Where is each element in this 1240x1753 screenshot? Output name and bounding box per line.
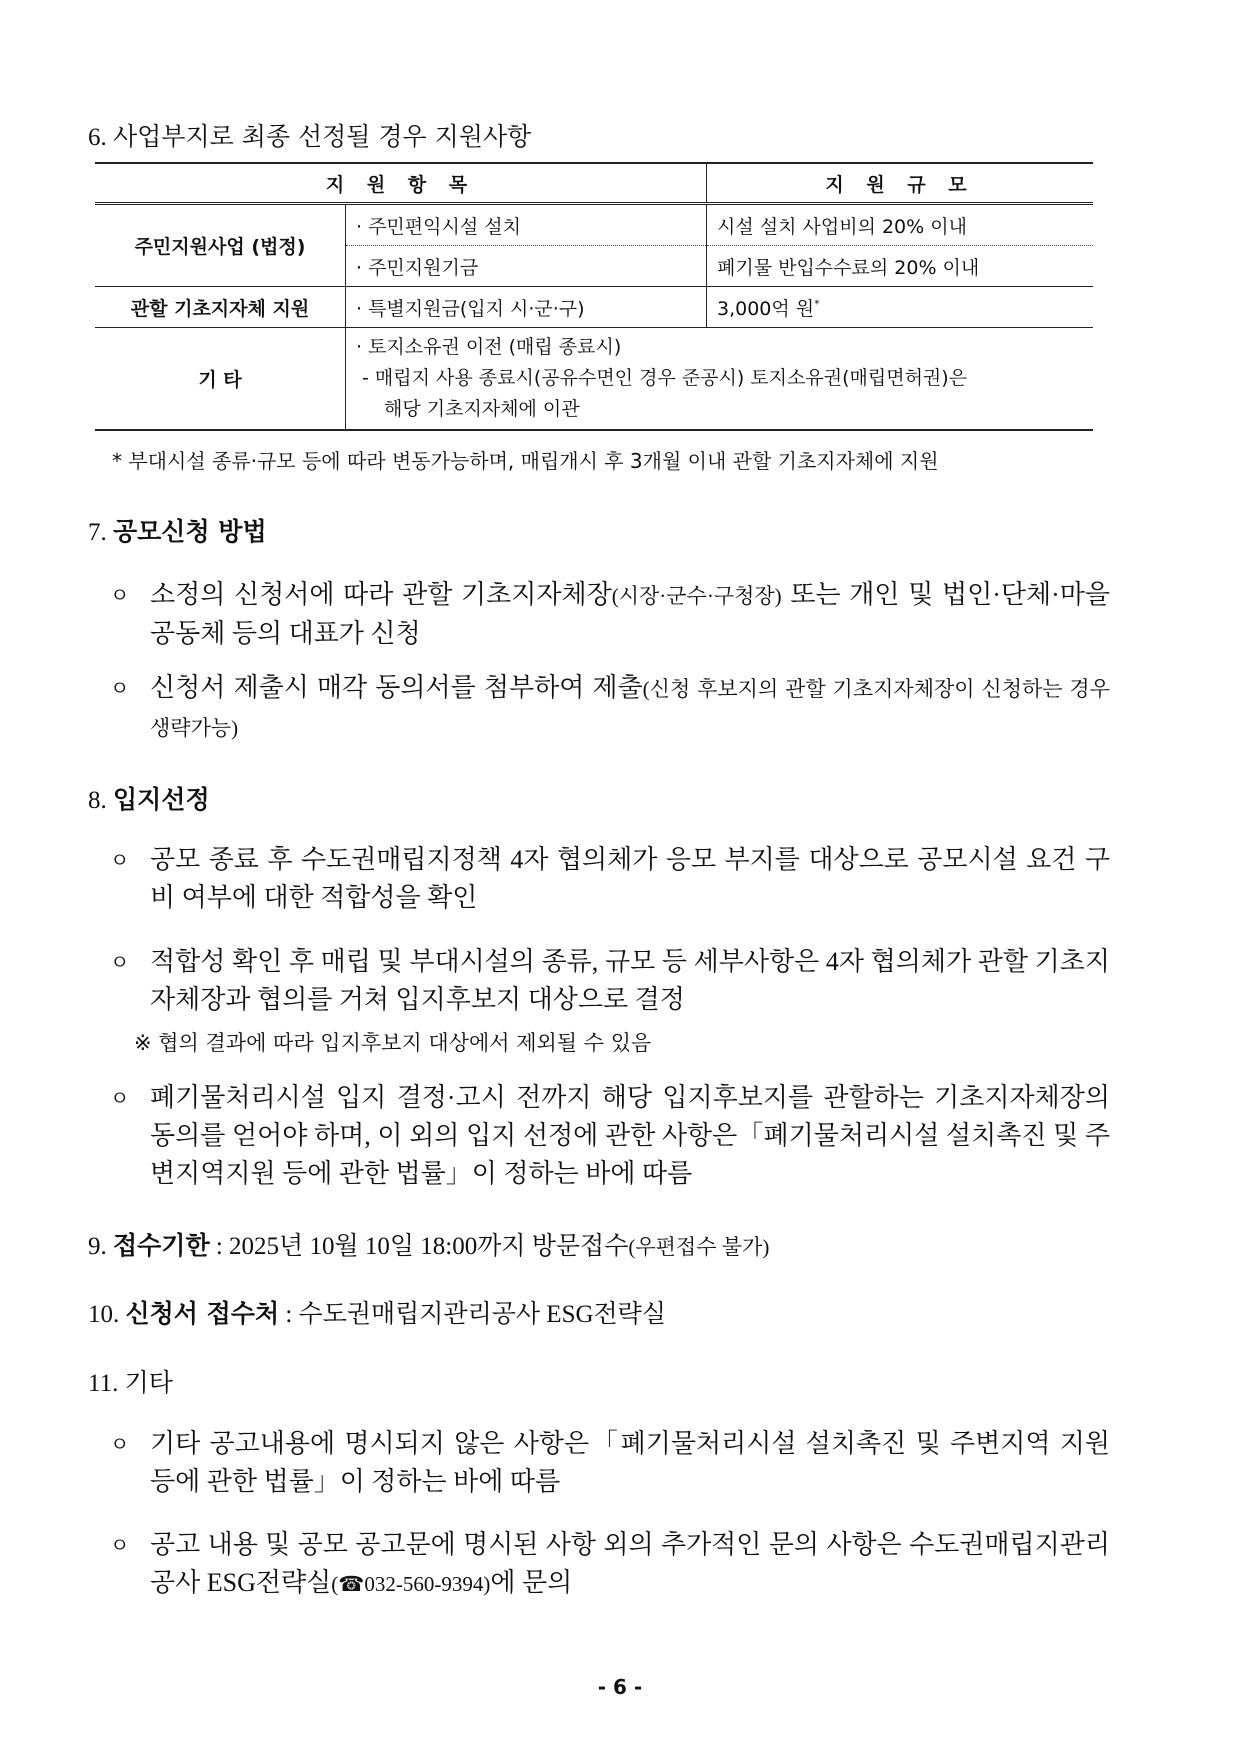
cell-etc-detail: [346, 328, 1094, 431]
cell-item: · 특별지원금(입지 시·군·구): [346, 287, 707, 328]
list-item: [110, 943, 1110, 1019]
bullet-icon: ㅇ: [110, 1086, 130, 1110]
row-label-resident: 주민지원사업 (법정): [95, 204, 346, 287]
item-text: 공모 종료 후 수도권매립지정책 4자 협의체가 응모 부지를 대상으로 공모시설 요건 구비 여부에 대한 적합성을 확인: [150, 845, 1110, 912]
table-row: [95, 287, 1093, 328]
section-10-heading: [88, 1294, 666, 1330]
item-text: 또는 개인 및 법인·단체·마을공동체 등의 대표가 신청: [150, 580, 1110, 648]
bullet-icon: ㅇ: [110, 848, 130, 872]
section-8-heading: [88, 780, 210, 816]
section-small-text: (우편접수 불가): [628, 1235, 770, 1259]
etc-line-2: - 매립지 사용 종료시(공유수면인 경우 준공시) 토지소유권(매립면허권)은: [356, 367, 968, 389]
item-text: 신청서 제출시 매각 동의서를 첨부하여 제출: [150, 673, 643, 702]
item-text: 폐기물처리시설 입지 결정·고시 전까지 해당 입지후보지를 관할하는 기초지자체장의 동의를 얻어야 하며, 이 외의 입지 선정에 관한 사항은「폐기물처리시설 설치촉진 및 주변지역지원 등에 관한 법률」이 정하는 바에 따름: [150, 1083, 1110, 1188]
section-number: 11.: [88, 1370, 119, 1397]
section-text: : 2025년 10월 10일 18:00까지 방문접수: [209, 1233, 629, 1260]
list-item: [110, 841, 1110, 917]
page-number: - 6 -: [597, 1675, 643, 1699]
cell-scale: 폐기물 반입수수료의 20% 이내: [717, 256, 980, 279]
section-7-heading: [88, 512, 267, 548]
section-9-heading: [88, 1226, 769, 1262]
table-header-row: [95, 163, 1093, 204]
etc-line-1: · 토지소유권 이전 (매립 종료시): [356, 336, 622, 358]
section-number: 6.: [88, 124, 107, 151]
section-title: 입지선정: [113, 785, 210, 814]
bullet-icon: ㅇ: [110, 676, 130, 700]
item-text: 기타 공고내용에 명시되지 않은 사항은「폐기물처리시설 설치촉진 및 주변지역 지원 등에 관한 법률」이 정하는 바에 따름: [150, 1429, 1110, 1496]
section-number: 8.: [88, 787, 107, 814]
table-row: [95, 204, 1093, 246]
footnote-mark: *: [814, 297, 820, 311]
item-text: 에 문의: [490, 1568, 573, 1597]
item-small-text: (시장·군수·구청장): [611, 584, 782, 608]
item-text: 적합성 확인 후 매립 및 부대시설의 종류, 규모 등 세부사항은 4자 협의체가 관할 기초지자체장과 협의를 거쳐 입지후보지 대상으로 결정: [150, 947, 1110, 1014]
scale-value: 3,000억 원: [717, 297, 815, 320]
header-support-scale: 지 원 규 모: [825, 173, 975, 196]
list-item: [110, 669, 1110, 747]
header-support-item: 지 원 항 목: [95, 163, 707, 204]
etc-line-3: 해당 기초지자체에 이관: [384, 398, 580, 420]
remark-note: ※ 협의 결과에 따라 입지후보지 대상에서 제외될 수 있음: [134, 1031, 652, 1055]
section-title: 신청서 접수처: [125, 1299, 280, 1328]
section-title: 사업부지로 최종 선정될 경우 지원사항: [113, 122, 532, 151]
row-label-etc: 기 타: [95, 328, 346, 431]
cell-item: · 주민지원기금: [346, 246, 707, 287]
list-item: [110, 1079, 1110, 1193]
list-item: [110, 1425, 1110, 1501]
table-footnote: * 부대시설 종류·규모 등에 따라 변동가능하며, 매립개시 후 3개월 이내 관할 기초지자체에 지원: [112, 449, 939, 473]
cell-scale: 시설 설치 사업비의 20% 이내: [707, 204, 1094, 246]
item-small-text: (신청 후보지의 관할 기초지자체장이 신청하는 경우 생략가능): [150, 677, 1110, 740]
bullet-icon: ㅇ: [110, 583, 130, 607]
support-table: [95, 162, 1093, 431]
cell-scale: [707, 287, 1094, 328]
cell-item: · 주민편익시설 설치: [346, 204, 707, 246]
section-6-heading: [88, 117, 531, 153]
phone-number: (☎032-560-9394): [331, 1572, 491, 1596]
section-number: 10.: [88, 1301, 120, 1328]
bullet-icon: ㅇ: [110, 1432, 130, 1456]
row-label-local: 관할 기초지자체 지원: [95, 287, 346, 328]
section-11-heading: [88, 1363, 173, 1399]
section-title: 접수기한: [113, 1231, 210, 1260]
item-text: 소정의 신청서에 따라 관할 기초지자체장: [150, 580, 612, 609]
section-title: 공모신청 방법: [113, 517, 267, 546]
list-item: [110, 576, 1110, 653]
bullet-icon: ㅇ: [110, 950, 130, 974]
table-row: [95, 328, 1093, 431]
list-item: [110, 1526, 1110, 1603]
section-title: 기타: [124, 1368, 173, 1397]
bullet-icon: ㅇ: [110, 1533, 130, 1557]
section-text: : 수도권매립지관리공사 ESG전략실: [279, 1301, 666, 1328]
section-number: 7.: [88, 519, 107, 546]
item-text: 공고 내용 및 공모 공고문에 명시된 사항 외의 추가적인 문의 사항은 수도권매립지관리공사 ESG전략실: [150, 1530, 1110, 1597]
section-number: 9.: [88, 1233, 107, 1260]
